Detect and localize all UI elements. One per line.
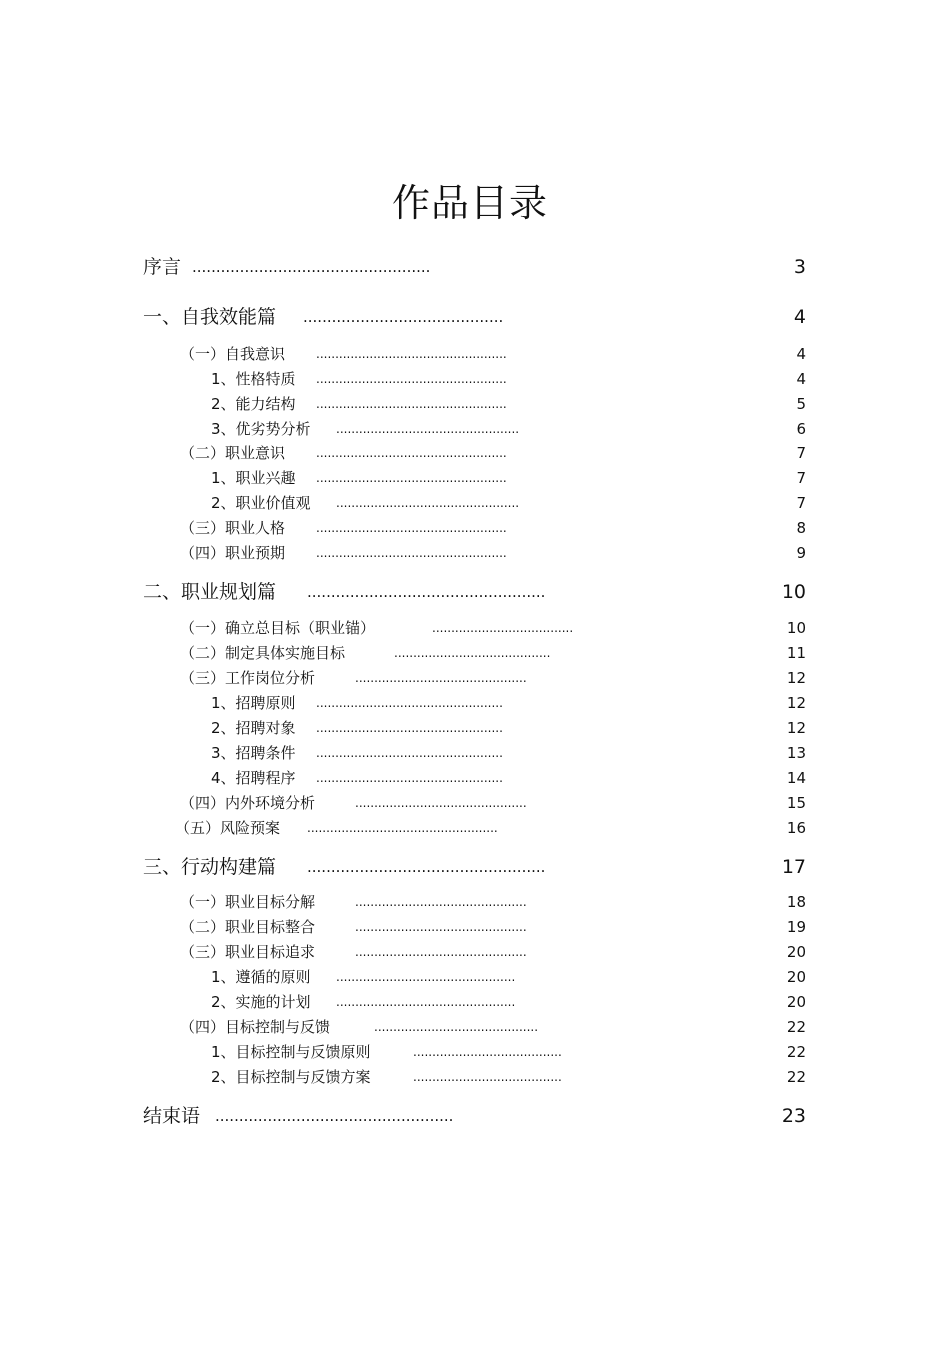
toc-entry-page-number: 20 <box>786 993 806 1011</box>
toc-entry-leader-dots: ................................................. <box>316 696 503 710</box>
toc-entry-page-number: 22 <box>786 1043 806 1061</box>
toc-entry-page-number: 10 <box>781 581 806 603</box>
toc-entry-label: （一）自我意识 <box>180 345 286 363</box>
toc-entry-label: （一）职业目标分解 <box>180 893 316 911</box>
toc-entry-leader-dots: ............................................. <box>355 895 527 909</box>
toc-entry-page-number: 19 <box>786 918 806 936</box>
toc-entry-page-number: 12 <box>786 669 806 687</box>
toc-entry-label: 2、目标控制与反馈方案 <box>211 1068 371 1086</box>
toc-entry-page-number: 22 <box>786 1068 806 1086</box>
toc-entry-page-number: 3 <box>793 256 806 278</box>
toc-entry-leader-dots: ............................................. <box>355 920 527 934</box>
toc-entry-leader-dots: .................................................. <box>316 397 507 411</box>
toc-entry-label: （四）内外环境分析 <box>180 794 316 812</box>
toc-entry-page-number: 4 <box>796 345 806 363</box>
toc-entry-leader-dots: .................................................. <box>316 347 507 361</box>
toc-entry-label: 1、性格特质 <box>211 370 296 388</box>
toc-entry-leader-dots: .................................................. <box>307 858 546 876</box>
toc-entry-leader-dots: .................................................. <box>307 821 498 835</box>
toc-entry-leader-dots: .................................................. <box>192 258 431 276</box>
toc-entry-page-number: 8 <box>796 519 806 537</box>
toc-entry-label: 2、能力结构 <box>211 395 296 413</box>
toc-entry-label: 序言 <box>143 256 182 278</box>
toc-entry-page-number: 23 <box>781 1105 806 1127</box>
toc-entry-leader-dots: .................................................. <box>316 372 507 386</box>
toc-entry-page-number: 18 <box>786 893 806 911</box>
toc-entry-page-number: 7 <box>796 469 806 487</box>
toc-entry-label: （二）制定具体实施目标 <box>180 644 346 662</box>
toc-entry-label: （三）工作岗位分析 <box>180 669 316 687</box>
toc-entry-leader-dots: ............................................... <box>336 970 516 984</box>
toc-entry-label: 1、目标控制与反馈原则 <box>211 1043 371 1061</box>
toc-entry-page-number: 17 <box>781 856 806 878</box>
toc-entry-page-number: 7 <box>796 494 806 512</box>
toc-entry-leader-dots: ................................................. <box>316 721 503 735</box>
toc-entry-label: （一）确立总目标（职业锚） <box>180 619 376 637</box>
toc-entry-label: （三）职业人格 <box>180 519 286 537</box>
toc-entry-page-number: 9 <box>796 544 806 562</box>
toc-entry-page-number: 12 <box>786 719 806 737</box>
toc-entry-leader-dots: .......................................... <box>303 308 504 326</box>
toc-entry-leader-dots: ............................................. <box>355 671 527 685</box>
toc-entry-leader-dots: ........................................... <box>374 1020 539 1034</box>
toc-entry-page-number: 6 <box>796 420 806 438</box>
toc-entry-label: 结束语 <box>143 1105 201 1127</box>
toc-entry-page-number: 10 <box>786 619 806 637</box>
toc-entry-label: 1、职业兴趣 <box>211 469 296 487</box>
toc-entry-leader-dots: ....................................... <box>413 1045 562 1059</box>
toc-entry-leader-dots: .................................................. <box>316 546 507 560</box>
toc-entry-page-number: 14 <box>786 769 806 787</box>
toc-entry-label: 三、行动构建篇 <box>143 856 277 878</box>
toc-entry-page-number: 11 <box>786 644 806 662</box>
toc-entry-page-number: 12 <box>786 694 806 712</box>
toc-entry-leader-dots: ............................................. <box>355 796 527 810</box>
toc-entry-leader-dots: ......................................... <box>394 646 551 660</box>
toc-entry-label: 3、优劣势分析 <box>211 420 311 438</box>
toc-entry-page-number: 13 <box>786 744 806 762</box>
toc-entry-leader-dots: .................................................. <box>316 446 507 460</box>
toc-entry-label: 2、实施的计划 <box>211 993 311 1011</box>
toc-entry-leader-dots: ................................................. <box>316 746 503 760</box>
toc-entry-leader-dots: .................................................. <box>215 1107 454 1125</box>
page-title: 作品目录 <box>391 181 548 225</box>
toc-entry-label: 二、职业规划篇 <box>143 581 277 603</box>
toc-entry-leader-dots: ..................................... <box>432 621 574 635</box>
toc-entry-label: （四）职业预期 <box>180 544 286 562</box>
toc-entry-label: （五）风险预案 <box>175 819 281 837</box>
toc-entry-page-number: 7 <box>796 444 806 462</box>
toc-entry-page-number: 20 <box>786 943 806 961</box>
toc-entry-label: 3、招聘条件 <box>211 744 296 762</box>
toc-entry-page-number: 4 <box>793 306 806 328</box>
toc-entry-leader-dots: ................................................ <box>336 422 520 436</box>
toc-entry-label: 一、自我效能篇 <box>143 306 277 328</box>
toc-entry-label: （三）职业目标追求 <box>180 943 316 961</box>
toc-entry-label: （四）目标控制与反馈 <box>180 1018 331 1036</box>
toc-entry-leader-dots: ................................................. <box>316 771 503 785</box>
toc-entry-label: 1、招聘原则 <box>211 694 296 712</box>
toc-entry-label: 2、招聘对象 <box>211 719 296 737</box>
toc-entry-leader-dots: .................................................. <box>316 521 507 535</box>
toc-entry-page-number: 22 <box>786 1018 806 1036</box>
toc-entry-page-number: 4 <box>796 370 806 388</box>
toc-entry-page-number: 16 <box>786 819 806 837</box>
toc-entry-leader-dots: ............................................. <box>355 945 527 959</box>
toc-entry-leader-dots: ....................................... <box>413 1070 562 1084</box>
toc-entry-page-number: 5 <box>796 395 806 413</box>
toc-entry-label: （二）职业目标整合 <box>180 918 316 936</box>
toc-entry-label: （二）职业意识 <box>180 444 286 462</box>
toc-entry-page-number: 15 <box>786 794 806 812</box>
toc-entry-label: 1、遵循的原则 <box>211 968 311 986</box>
toc-entry-leader-dots: .................................................. <box>307 583 546 601</box>
toc-entry-leader-dots: .................................................. <box>316 471 507 485</box>
toc-entry-leader-dots: ................................................ <box>336 496 520 510</box>
toc-entry-page-number: 20 <box>786 968 806 986</box>
toc-entry-leader-dots: ............................................... <box>336 995 516 1009</box>
toc-entry-label: 2、职业价值观 <box>211 494 311 512</box>
toc-entry-label: 4、招聘程序 <box>211 769 296 787</box>
